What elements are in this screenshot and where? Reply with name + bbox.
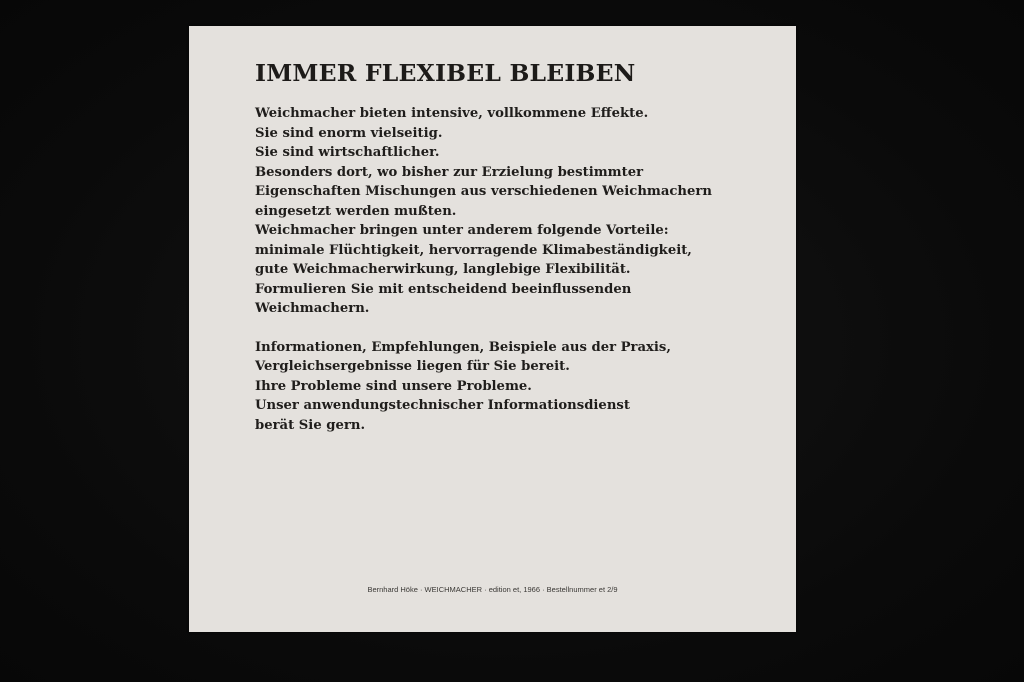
card-title: IMMER FLEXIBEL BLEIBEN [255,59,636,87]
imprint-footer: Bernhard Höke · WEICHMACHER · edition et, 1966 · Bestellnummer et 2/9 [367,585,618,594]
text-line: Informationen, Empfehlungen, Beispiele aus der Praxis, [255,339,671,355]
paragraph-1 [255,104,785,319]
text-line: Sie sind enorm vielseitig. [255,125,443,141]
text-line: Formulieren Sie mit entscheidend beeinflussenden [255,281,632,297]
text-line: Weichmacher bringen unter anderem folgende Vorteile: [255,223,669,238]
text-line: Unser anwendungstechnischer Informationsdienst [255,398,630,413]
text-line: Ihre Probleme sind unsere Probleme. [255,378,532,394]
text-line: Besonders dort, wo bisher zur Erzielung bestimmter [255,164,644,180]
text-line: Sie sind wirtschaftlicher. [255,145,440,160]
card-body [255,104,785,435]
text-line: gute Weichmacherwirkung, langlebige Flexibilität. [255,262,631,277]
printed-card [189,26,796,632]
text-line: Eigenschaften Mischungen aus verschiedenen Weichmachern [255,184,712,199]
text-line: Vergleichsergebnisse liegen für Sie bereit. [255,359,570,374]
text-line: eingesetzt werden mußten. [255,203,457,219]
text-line: minimale Flüchtigkeit, hervorragende Klimabeständigkeit, [255,242,692,258]
text-line: berät Sie gern. [255,417,366,433]
text-line: Weichmacher bieten intensive, vollkommene Effekte. [255,106,649,121]
text-line: Weichmachern. [255,301,370,316]
paragraph-2 [255,338,785,436]
